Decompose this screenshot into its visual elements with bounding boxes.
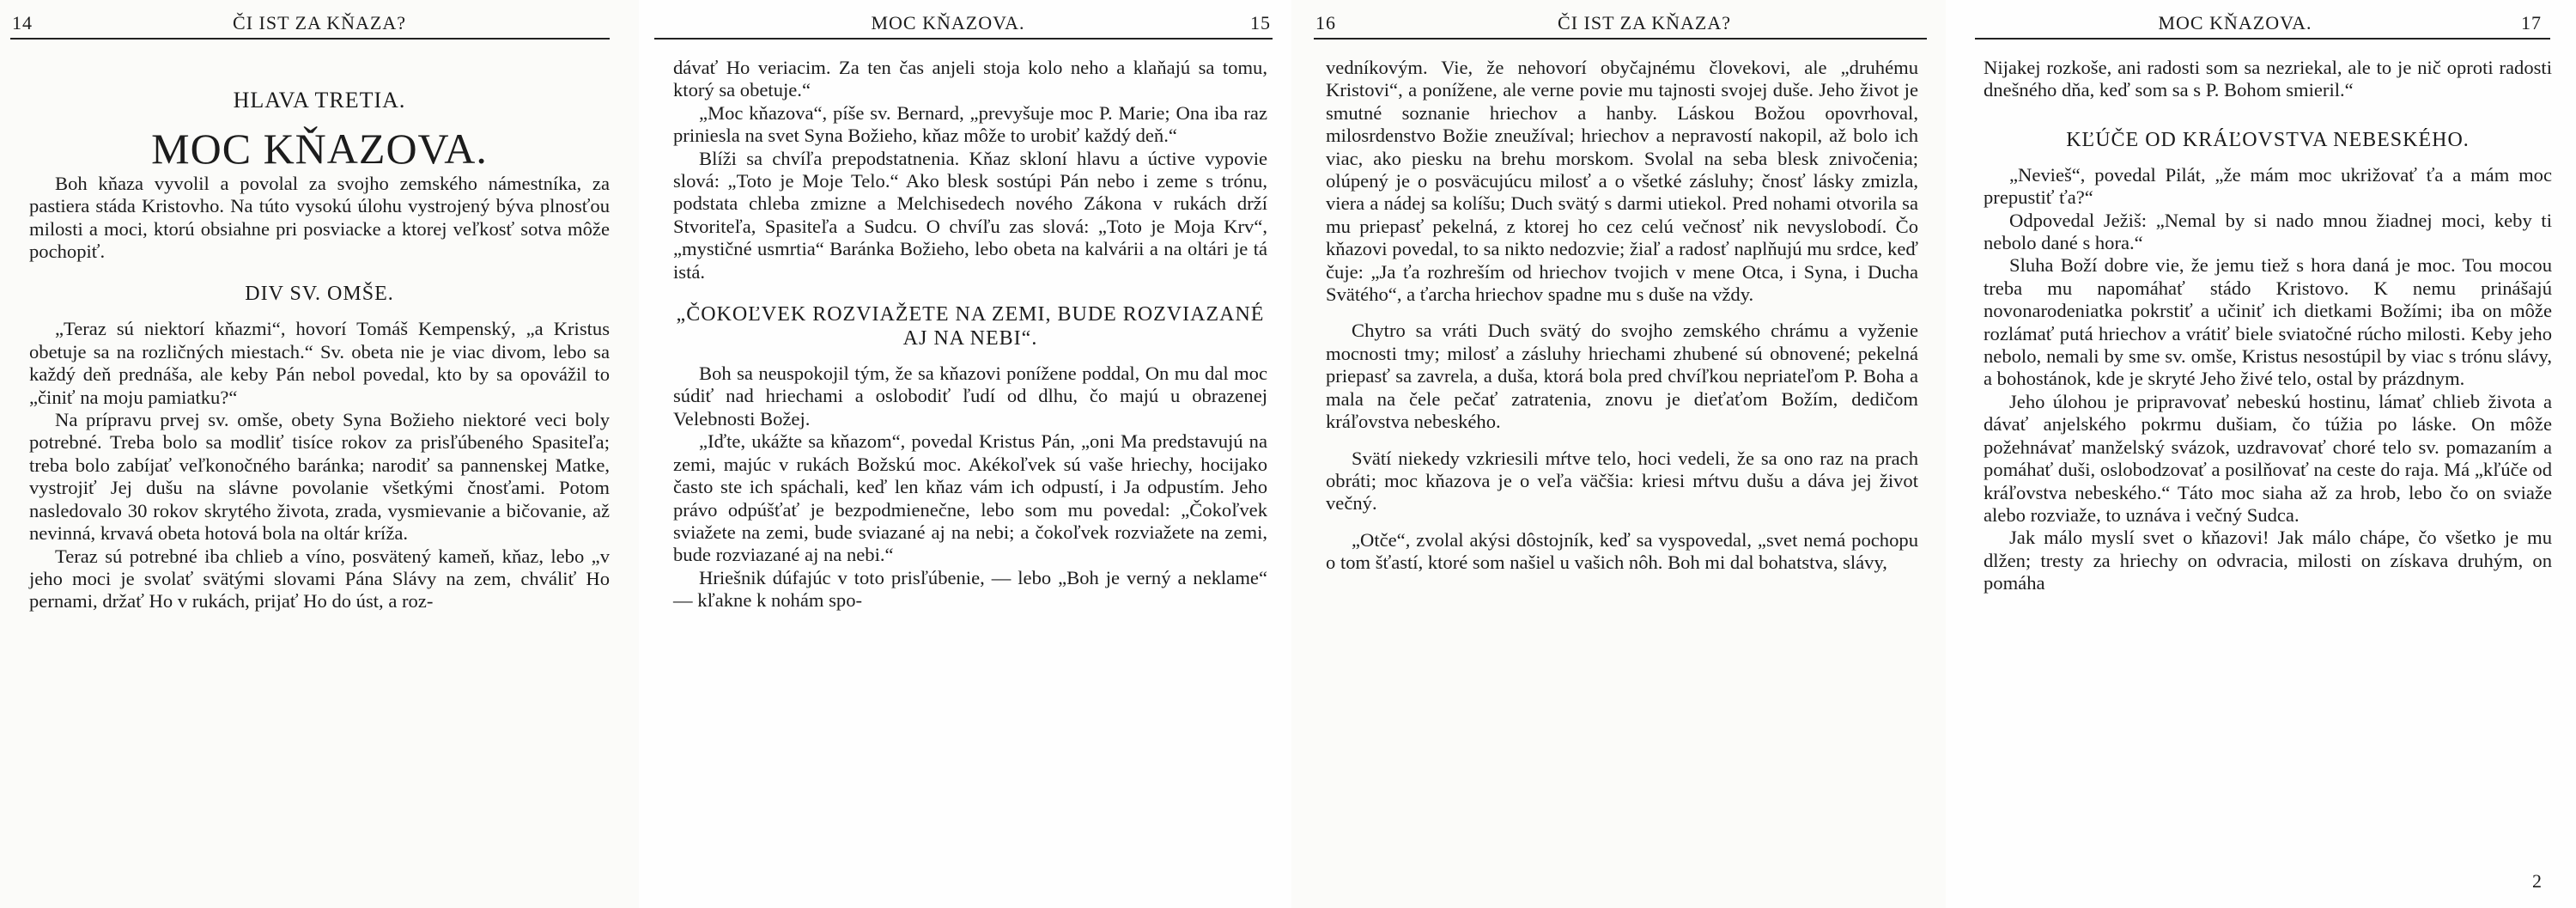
page-body [29,40,610,613]
header-rule [1314,38,1927,40]
paragraph: vedníkovým. Vie, že nehovorí obyčajnému človekovi, ale „druhému Kristovi“, a ponížene, ale verne povie mu tajnosti svojej duše. Jeho život je smutné soznanie hriechov a hanby. Láskou Božou opovrhoval, milosrdenstvo Božie zneužíval; hriechov a nepravostí nakopil, až bolo ich viac, ako piesku na brehu morskom. Svolal na seba blesk znivočenia; olúpený je o posväcujúcu milosť a o všetké zásluhy; čnosť lásky zmizla, viera a nádej sa kolíšu; Duch svätý s darmi utiekol. Pred nohami otvorila sa mu priepasť pekelná, z ktorej ho cez celú večnosť nik nevyslobodí. Čo kňazovi povedal, to sa nikto nedozvie; žiaľ a radosť naplňujú mu srdce, keď čuje: „Ja ťa rozhreším od hriechov tvojich v mene Otca, i Syna, i Ducha Svätého“, a ťarcha hriechov spadne mu s duše na vždy. [1326,57,1918,306]
section-heading: KĽÚČE OD KRÁĽOVSTVA NEBESKÉHO. [2066,128,2470,151]
page-number: 17 [2521,12,2542,34]
paragraph: Teraz sú potrebné iba chlieb a víno, posvätený kameň, kňaz, lebo „v jeho moci je svolať svätými slovami Pána Slávy na zem, chváliť Ho pernami, držať Ho v rukách, prijať Ho do úst, a roz- [29,545,610,612]
paragraph: dávať Ho veriacim. Za ten čas anjeli stoja kolo neho a klaňajú sa tomu, ktorý sa obetuje.“ [673,57,1267,101]
paragraph: Boh sa neuspokojil tým, že sa kňazovi ponížene poddal, On mu dal moc súdiť nad hriechami a oslobodiť ľudí od dlhu, čo majú u obrazenej Velebnosti Božej. [673,363,1267,430]
paragraph: Na prípravu prvej sv. omše, obety Syna Božieho niektoré veci boly potrebné. Treba bolo sa modliť tisíce rokov za prisľúbeného Spasiteľa; treba bolo zabíjať veľkonočného baránka; narodiť sa pannenskej Matke, vystrojiť Jej dušu na slávne povolanie všetkými čnosťami. Potom nasledovalo 30 rokov skrytého života, zrada, vysmievanie a bičovanie, až nevinná, krvavá obeta hotová bola na oltár kríža. [29,409,610,545]
paragraph: Boh kňaza vyvolil a povolal za svojho zemského námestníka, za pastiera stáda Kristovho. Na túto vysokú úlohu vystrojený býva plnosťou milosti a moci, ktorú obsiahne pri posviacke a ktorej veľkosť sotva môže pochopiť. [29,172,610,263]
page-15 [639,0,1291,908]
page-body [1984,57,2552,595]
paragraph: Jak málo myslí svet o kňazovi! Jak málo chápe, čo všetko je mu dlžen; tresty za hriechy on odvracia, milosti on získava druhým, on pomáha [1984,527,2552,594]
page-title: MOC KŇAZOVA. [151,125,488,174]
running-head [639,10,1291,38]
section-heading: „ČOKOĽVEK ROZVIAŽETE NA ZEMI, BUDE ROZVIAZANÉ AJ NA NEBI“. [676,303,1265,350]
paragraph: Blíži sa chvíľa prepodstatnenia. Kňaz skloní hlavu a úctive vypovie slová: „Toto je Moje Telo.“ Ako blesk sostúpi Pán nebo i zeme s trónu, podstata chleba zmizne a Melchisedech nového Zákona v rukách drží Stvoriteľa, Spasiteľa a Sudcu. O chvíľu zas slová: „Toto je Moja Krv“, „mystičné usmrtia“ Baránka Božieho, lebo obeta na kalvárii a na oltári je tá istá. [673,147,1267,283]
page-number: 14 [12,12,33,34]
page-number: 16 [1315,12,1336,34]
header-title: MOC KŇAZOVA. [871,12,1025,34]
running-head [0,10,639,38]
page-body [1326,57,1918,575]
header-title: MOC KŇAZOVA. [2158,12,2312,34]
paragraph: Sluha Boží dobre vie, že jemu tiež s hora daná je moc. Tou mocou treba mu napomáhať stádo Kristovo. K nemu prinášajú novonarodeniatka pokrstiť a učiniť ich dietkami Božími; iba on môže rozlámať putá hriechov a vrátiť biele sviatočné rúcho milosti. Keby jeho nebolo, nemali by sme sv. omše, Kristus nesostúpil by viac s trónu slávy, a bohostánok, kde je skryté Jeho živé telo, ostal by prázdnym. [1984,254,2552,390]
header-title: ČI IST ZA KŇAZA? [233,12,406,34]
header-rule [654,38,1273,40]
paragraph: „Teraz sú niektorí kňazmi“, hovorí Tomáš Kempenský, „a Kristus obetuje sa na rozličných miestach.“ Sv. obeta nie je viac divom, lebo sa každý deň prednáša, ale keby Pán nebol povedal, kto by sa opovážil to „činiť na moju pamiatku?“ [29,318,610,408]
paragraph: „Moc kňazova“, píše sv. Bernard, „prevyšuje moc P. Marie; Ona iba raz priniesla na svet Syna Božieho, kňaz môže to urobiť každý deň.“ [673,101,1267,147]
page-16 [1291,0,1946,908]
chapter-heading: HLAVA TRETIA. [233,88,406,113]
paragraph: Odpovedal Ježiš: „Nemal by si nado mnou žiadnej moci, keby ti nebolo dané s hora.“ [1984,209,2552,254]
paragraph: Nijakej rozkoše, ani radosti som sa nezriekal, ale to je nič oproti radosti dnešného dňa, keď som sa s P. Bohom smieril.“ [1984,57,2552,101]
signature-mark: 2 [2532,870,2542,892]
paragraph: Chytro sa vráti Duch svätý do svojho zemského chrámu a vyženie mocnosti tmy; milosť a zásluhy hriechami zhubené sú obnovené; pekelná priepasť sa zavrela, a duša, ktorá bola pred chvíľkou nepriateľom P. Boha a mala na čele pečať zatratenia, znovu je dieťaťom Božím, dedičom kráľovstva nebeského. [1326,320,1918,433]
paragraph: Hriešnik dúfajúc v toto prisľúbenie, — lebo „Boh je verný a neklame“ — kľakne k nohám spo- [673,566,1267,612]
paragraph: „Iďte, ukážte sa kňazom“, povedal Kristus Pán, „oni Ma predstavujú na zemi, majúc v rukách Božskú moc. Akékoľvek sú vaše hriechy, hocijako často ste ich spáchali, keď len kňaz vám ich odpustí, i Ja odpustím. Jeho právo odpúšťať je bezpodmienečne, lebo som mu povedal: „Čokoľvek sviažete na zemi, bude sviazané aj na nebi; a čokoľvek rozviažete na zemi, bude rozviazané aj na nebi.“ [673,430,1267,566]
running-head [1291,10,1946,38]
section-heading: DIV SV. OMŠE. [245,283,394,306]
page-14 [0,0,639,908]
paragraph: Jeho úlohou je pripravovať nebeskú hostinu, lámať chlieb života a dávať anjelského pokrmu dušiam, čo túžia po láske. On môže požehnávať manželský svázok, uzdravovať choré telo sv. pomazaním a pomáhať duši, oslobodzovať a posilňovať na ceste do raja. Má „kľúče od kráľovstva nebeského.“ Táto moc siaha až za hrob, lebo čo on sviaže alebo rozviaže, to uznáva i večný Sudca. [1984,390,2552,526]
running-head [1946,10,2576,38]
page-17 [1946,0,2576,908]
page-body [673,57,1267,612]
paragraph: „Otče“, zvolal akýsi dôstojník, keď sa vyspovedal, „svet nemá pochopu o tom šťastí, ktoré som našiel u vašich nôh. Boh mi dal bohatstva, slávy, [1326,528,1918,574]
header-rule [1975,38,2550,40]
header-title: ČI IST ZA KŇAZA? [1558,12,1731,34]
page-number: 15 [1250,12,1271,34]
paragraph: Svätí niekedy vzkriesili mŕtve telo, hoci vedeli, že sa ono raz na prach obráti; moc kňazova je o veľa väčšia: kriesi mŕtvu dušu a dáva jej život večný. [1326,447,1918,515]
paragraph: „Nevieš“, povedal Pilát, „že mám moc ukrižovať ťa a mám moc prepustiť ťa?“ [1984,163,2552,209]
